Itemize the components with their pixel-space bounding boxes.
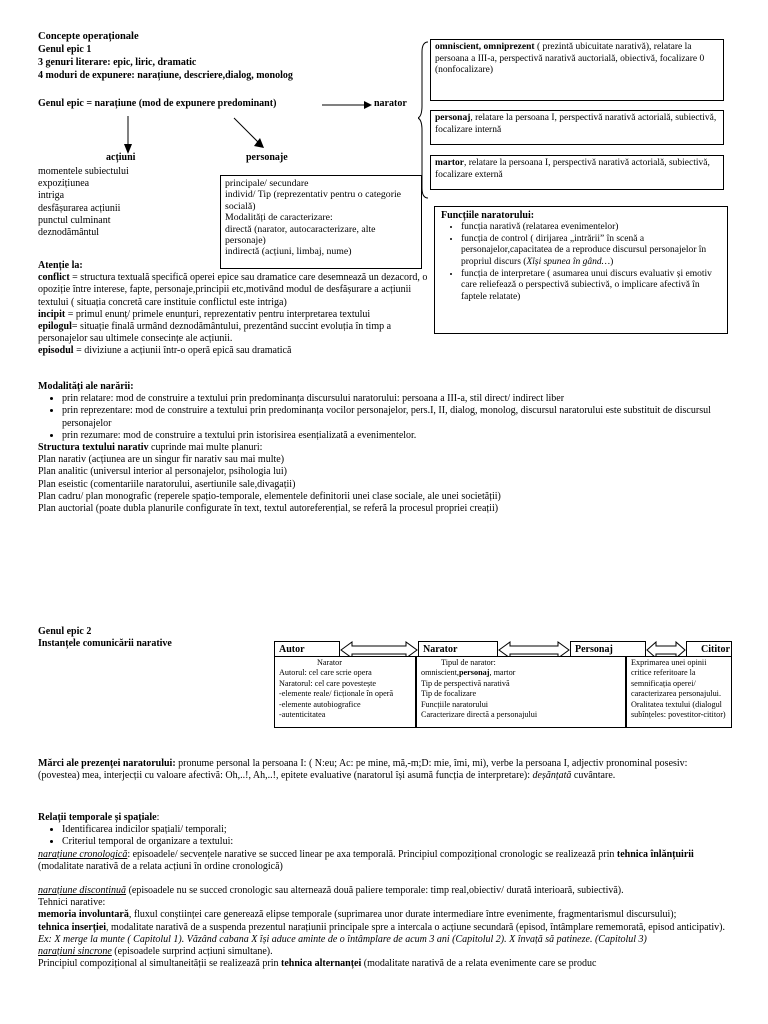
personaj-box: Personaj bbox=[570, 641, 646, 659]
list-item: -elemente autobiografice bbox=[279, 699, 361, 709]
narator-box: Narator bbox=[418, 641, 498, 659]
list-item: -autenticitatea bbox=[279, 710, 326, 720]
list-item: desfășurarea acțiunii bbox=[38, 202, 121, 214]
narator-personaj-box bbox=[430, 110, 724, 145]
genre2-title: Genul epic 2 bbox=[38, 626, 92, 637]
list-item: Plan analitic (universul interior al personajelor, psihologia lui) bbox=[38, 466, 287, 478]
relatii-section bbox=[38, 812, 728, 970]
personaje-label: personaje bbox=[246, 152, 288, 163]
list-item: Exprimarea unei opinii critice referitoare la semnificația operei/ caracterizarea personajului. bbox=[631, 658, 722, 699]
narator-detail-box bbox=[416, 656, 626, 728]
insertie-def: tehnica inserției, modalitate narativă de a suspenda prezentul narațiunii principale spre a intercala o acțiune secundară (episod, întâmplare rememorată, episod anticipativ). bbox=[38, 921, 725, 933]
discontinua-def: narațiune discontinuă (episoadele nu se succed cronologic sau alternează două paliere temporale: timp real,obiectiv/ durată interioară, subiectivă). bbox=[38, 885, 624, 897]
atentie-section bbox=[38, 260, 430, 358]
omniscient-term: omniscient, omniprezent bbox=[435, 42, 535, 52]
list-item: Plan cadru/ plan monografic (reperele spațio-temporale, elementele definitorii unei clase sociale, ale unei societății) bbox=[38, 490, 501, 502]
incipit-def: incipit = primul enunț/ primele enunțuri, reprezentativ pentru interpretarea textului bbox=[38, 308, 371, 320]
functii-box bbox=[434, 206, 728, 334]
list-item: • prin reprezentare: mod de construire a textului prin predominanța vocilor personajelor, pers.I, II, dialog, monolog, discursul naratorului este substituit de discursul personajelor bbox=[62, 405, 728, 429]
list-item: Plan eseistic (comentariile naratorului, asertiunile sale,divagații) bbox=[38, 478, 296, 490]
relatii-title: Relații temporale și spațiale: bbox=[38, 812, 160, 823]
list-item: • prin rezumare: mod de construire a textului prin istorisirea esențializată a evenimentelor. bbox=[62, 430, 728, 442]
list-item: indirectă (acțiuni, limbaj, nume) bbox=[225, 246, 352, 258]
moduri-line: 4 moduri de expunere: narațiune, descriere,dialog, monolog bbox=[38, 70, 293, 81]
autor-detail-box bbox=[274, 656, 416, 728]
list-item: Tip de focalizare bbox=[421, 689, 477, 699]
structura-title: Structura textului narativ cuprinde mai multe planuri: bbox=[38, 442, 263, 454]
list-item: • funcția narativă (relatarea evenimentelor) bbox=[461, 222, 721, 234]
actiuni-list bbox=[38, 166, 129, 239]
list-item: Tip de perspectivă narativă bbox=[421, 678, 510, 688]
list-item: momentele subiectului bbox=[38, 166, 129, 177]
simultaneitate-def: Principiul compozițional al simultaneității se realizează prin tehnica alternanței (modalitate narativă de a relata evenimente care se produc bbox=[38, 958, 597, 970]
actiuni-label: acțiuni bbox=[106, 152, 136, 163]
list-item: expozițiunea bbox=[38, 178, 90, 190]
list-item: • Criteriul temporal de organizare a textului: bbox=[62, 836, 728, 848]
arrow-right-icon bbox=[322, 99, 372, 111]
list-item: Narator bbox=[317, 658, 343, 667]
martor-text: , relatare la persoana I, perspectivă narativă actorială, subiectivă, focalizare externă bbox=[435, 158, 710, 180]
narator-label: narator bbox=[374, 98, 407, 109]
list-item: omniscient,personaj, martor bbox=[421, 668, 516, 678]
list-item: Plan auctorial (poate dubla planurile configurate în text, textul autoreferențial, se referă la procesul propriei creații) bbox=[38, 503, 499, 515]
personaje-box bbox=[220, 175, 422, 269]
list-item: Caracterizare directă a personajului bbox=[421, 710, 538, 720]
list-item: • funcția de control ( dirijarea „intrării” în scenă a personajelor,capacitatea de a reproduce discursul personajelor în propriul discurs (Xîși spunea în gând…) bbox=[461, 234, 721, 269]
list-item: deznodământul bbox=[38, 227, 100, 239]
list-item: • funcția de interpretare ( asumarea unui discurs evaluativ și emotiv care reliefează o perspectivă subiectivă, o implicare afectivă în faptele relatate) bbox=[461, 269, 721, 304]
genuri-line: 3 genuri literare: epic, liric, dramatic bbox=[38, 57, 197, 68]
sincrone-def: narațiuni sincrone (episoadele surprind acțiuni simultane). bbox=[38, 946, 273, 958]
list-item: • prin relatare: mod de construire a textului prin predominanța discursului naratorului: persoana a III-a, stil direct/ indirect liber bbox=[62, 393, 728, 405]
functii-list bbox=[441, 222, 721, 303]
list-item: Funcțiile naratorului bbox=[421, 699, 489, 709]
memoria-def: memoria involuntară, fluxul conștiinței care generează elipse temporale (suprimarea unor durate intermediare între evenimente, fragmentarismul discursului); bbox=[38, 909, 677, 921]
relatii-list bbox=[38, 824, 728, 848]
modalitati-section bbox=[38, 381, 728, 515]
marci-title: Mărci ale prezenței naratorului: bbox=[38, 758, 176, 769]
autor-box: Autor bbox=[274, 641, 340, 659]
atentie-title: Atenție la: bbox=[38, 260, 83, 271]
modalitati-list bbox=[38, 393, 728, 442]
list-item: punctul culminant bbox=[38, 214, 111, 226]
omniscient-text: ( prezintă ubicuitate narativă), relatare la persoana a III-a, perspectivă narativă auctorială, obiectivă, focalizare 0 (nonfocalizare) bbox=[435, 42, 705, 76]
personaj-text: , relatare la persoana I, perspectivă narativă actorială, subiectivă, focalizare internă bbox=[435, 113, 717, 135]
list-item: Modalități de caracterizare: bbox=[225, 212, 333, 224]
list-item: Naratorul: cel care povestește bbox=[279, 678, 377, 688]
list-item: principale/ secundare bbox=[225, 178, 309, 189]
list-item: intriga bbox=[38, 190, 65, 202]
narator-omniscient-box bbox=[430, 39, 724, 101]
episod-def: episodul = diviziune a acțiunii într-o operă epică sau dramatică bbox=[38, 345, 292, 357]
list-item: individ/ Tip (reprezentativ pentru o categorie socială) bbox=[225, 189, 402, 212]
page-title: Concepte operaționale bbox=[38, 31, 139, 42]
list-item: Tipul de narator: bbox=[441, 658, 496, 667]
marci-section: Mărci ale prezenței naratorului: pronume personal la persoana I: ( N:eu; Ac: pe mine, mă,-m;D: mie, îmi, mi), verbe la persoana I, adjectiv pronominal posesiv: (povestea) mea, interjecții cu valoare afectivă: Oh,..!, Ah,..!, epitete evaluative (naratorul își asumă funcția de interpretare): deșănțată cuvântare. bbox=[38, 758, 688, 782]
list-item: Plan narativ (acțiunea are un singur fir narativ sau mai multe) bbox=[38, 454, 285, 466]
list-item: Oralitatea textului (dialogul subînțeles: povestitor-cititor) bbox=[631, 699, 726, 720]
functii-title: Funcțiile naratorului: bbox=[441, 210, 535, 221]
list-item: Autorul: cel care scrie opera bbox=[279, 668, 372, 678]
narator-martor-box bbox=[430, 155, 724, 190]
genre2-subtitle: Instanțele comunicării narative bbox=[38, 638, 172, 649]
arrow-down-icon bbox=[122, 116, 134, 156]
modalitati-title: Modalități ale narării: bbox=[38, 381, 134, 392]
cititor-detail-box bbox=[626, 656, 732, 728]
cititor-box: Cititor bbox=[686, 641, 732, 659]
arrow-diagonal-icon bbox=[232, 116, 268, 152]
martor-term: martor bbox=[435, 158, 465, 168]
list-item: directă (narator, autocaracterizare, alte personaje) bbox=[225, 223, 376, 247]
example-text: Ex: X merge la munte ( Capitolul 1). Văzând cabana X își aduce aminte de o întâmplare de acum 3 ani (Capitolul 2). X învață să patineze. (Capitolul 3) bbox=[38, 933, 647, 945]
personaj-term: personaj bbox=[435, 113, 471, 123]
genre1-title: Genul epic 1 bbox=[38, 44, 92, 55]
list-item: -elemente reale/ ficționale în operă bbox=[279, 689, 394, 699]
tehnici-label: Tehnici narative: bbox=[38, 897, 106, 909]
list-item: • Identificarea indicilor spațiali/ temporali; bbox=[62, 824, 728, 836]
genre-definition: Genul epic = narațiune (mod de expunere predominant) bbox=[38, 98, 277, 109]
cronologica-def: narațiune cronologică: episoadele/ secvențele narative se succed linear pe axa temporală. Principiul compozițional cronologic se realizează prin tehnica înlănțuirii (modalitate narativă de a relata acțiuni în ordine cronologică) bbox=[38, 848, 694, 872]
epilog-def: epilogul= situație finală urmând deznodământului, prezentând succint evoluția în timp a personajelor sau ultimele consecințe ale acțiunii. bbox=[38, 321, 392, 345]
conflict-def: conflict = structura textuală specifică operei epice sau dramatice care desemnează un dezacord, o opoziție între interese, fapte, personaje,principii etc,motivând modul de desfășurare a acțiunii textului ( situația concretă care instituie conflictul este intriga) bbox=[38, 272, 428, 308]
